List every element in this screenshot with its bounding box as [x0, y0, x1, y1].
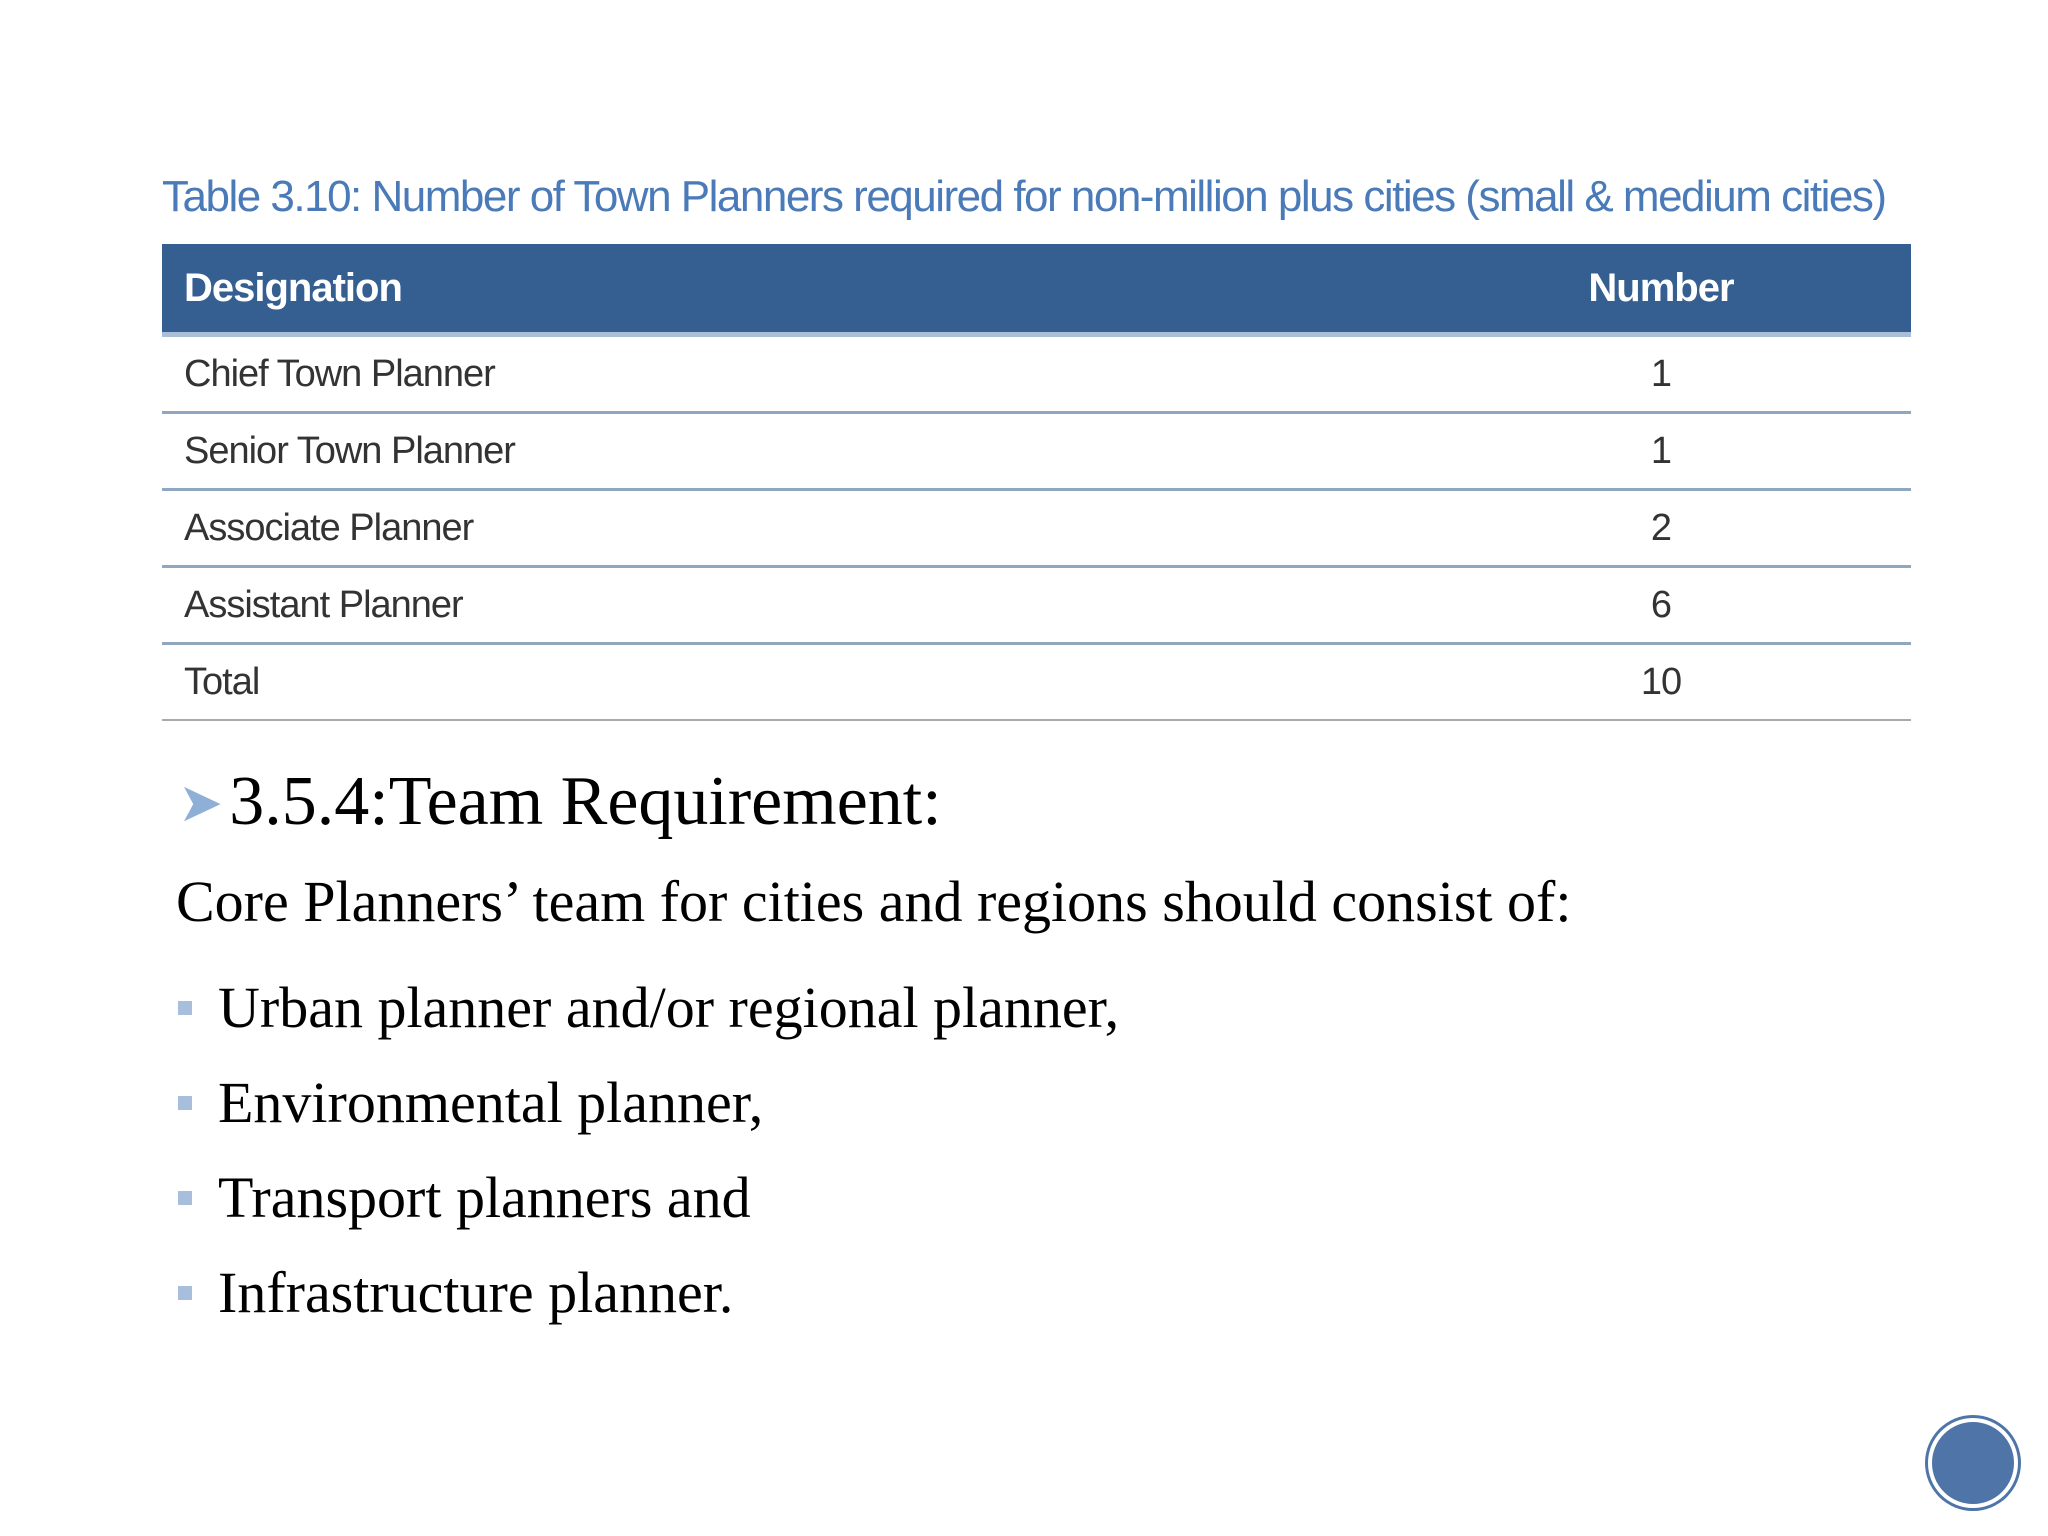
- square-bullet-icon: [178, 1001, 192, 1015]
- table-row: [162, 335, 1911, 413]
- row-number: 6: [1351, 567, 1911, 644]
- intro-text: Core Planners’ team for cities and regions should consist of:: [176, 869, 1572, 934]
- row-designation: Chief Town Planner: [162, 335, 1351, 413]
- square-bullet-icon: [178, 1096, 192, 1110]
- list-item: [178, 1245, 1119, 1340]
- table-row-total: [162, 644, 1911, 721]
- row-number: 1: [1351, 413, 1911, 490]
- list-item: [178, 960, 1119, 1055]
- header-designation: Designation: [162, 244, 1351, 335]
- header-number: Number: [1351, 244, 1911, 335]
- list-item: [178, 1150, 1119, 1245]
- section-heading-text: 3.5.4:Team Requirement:: [229, 763, 942, 840]
- table-header-row: [162, 244, 1911, 335]
- list-item-text: Transport planners and: [218, 1165, 751, 1230]
- list-item-text: Infrastructure planner.: [218, 1260, 734, 1325]
- table-row: [162, 413, 1911, 490]
- row-designation: Assistant Planner: [162, 567, 1351, 644]
- square-bullet-icon: [178, 1286, 192, 1300]
- row-number: 1: [1351, 335, 1911, 413]
- list-item-text: Urban planner and/or regional planner,: [218, 975, 1120, 1040]
- bullet-list: [178, 960, 1119, 1340]
- arrow-bullet-icon: ➤: [178, 770, 224, 834]
- square-bullet-icon: [178, 1191, 192, 1205]
- table-row: [162, 490, 1911, 567]
- row-designation: Senior Town Planner: [162, 413, 1351, 490]
- slide-nav-circle-icon[interactable]: [1928, 1418, 2018, 1508]
- row-number: 10: [1351, 644, 1911, 721]
- list-item: [178, 1055, 1119, 1150]
- row-designation: Total: [162, 644, 1351, 721]
- table-row: [162, 567, 1911, 644]
- planners-table: [162, 244, 1911, 721]
- section-heading: [178, 762, 942, 842]
- row-designation: Associate Planner: [162, 490, 1351, 567]
- list-item-text: Environmental planner,: [218, 1070, 764, 1135]
- table-caption: Table 3.10: Number of Town Planners required for non-million plus cities (small & medium cities): [162, 172, 1886, 221]
- row-number: 2: [1351, 490, 1911, 567]
